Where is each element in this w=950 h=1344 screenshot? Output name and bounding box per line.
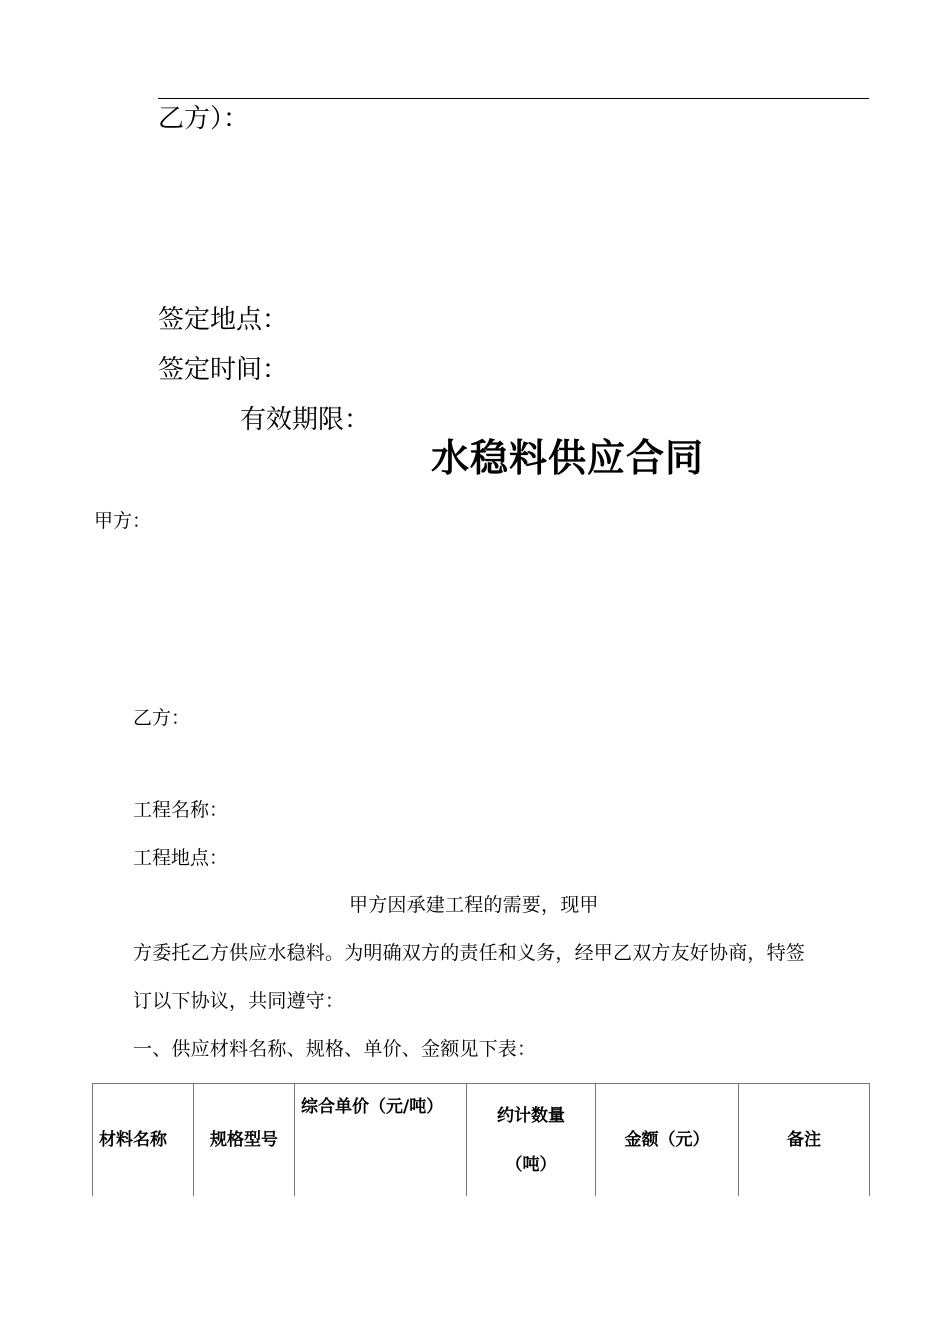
table-header-row <box>93 1084 870 1197</box>
top-divider-line <box>158 98 869 99</box>
header-material-name: 材料名称 <box>93 1084 194 1197</box>
header-quantity-line-2: （吨） <box>505 1154 557 1175</box>
intro-line-2: 方委托乙方供应水稳料。为明确双方的责任和义务，经甲乙双方友好协商，特签 <box>133 942 806 964</box>
materials-table <box>92 1083 870 1196</box>
party-b-label: 乙方： <box>133 707 191 729</box>
cover-party-b-line: 乙方）： <box>158 104 250 134</box>
cover-sign-time-label: 签定时间： <box>158 355 289 385</box>
header-quantity <box>467 1084 596 1197</box>
intro-line-1: 甲方因承建工程的需要，现甲 <box>349 894 599 916</box>
party-a-label: 甲方： <box>94 510 152 532</box>
header-remarks: 备注 <box>739 1084 870 1197</box>
cover-sign-place-label: 签定地点： <box>158 305 289 335</box>
header-unit-price: 综合单价（元/吨） <box>295 1084 467 1197</box>
project-location-label: 工程地点： <box>133 847 229 869</box>
header-quantity-line-1: 约计数量 <box>497 1105 565 1126</box>
header-spec-model: 规格型号 <box>194 1084 295 1197</box>
section-1-heading: 一、供应材料名称、规格、单价、金额见下表： <box>133 1038 537 1060</box>
contract-title: 水稳料供应合同 <box>431 436 705 480</box>
project-name-label: 工程名称： <box>133 799 229 821</box>
header-amount: 金额（元） <box>596 1084 739 1197</box>
intro-line-3: 订以下协议，共同遵守： <box>133 990 345 1012</box>
cover-validity-label: 有效期限： <box>240 405 371 435</box>
